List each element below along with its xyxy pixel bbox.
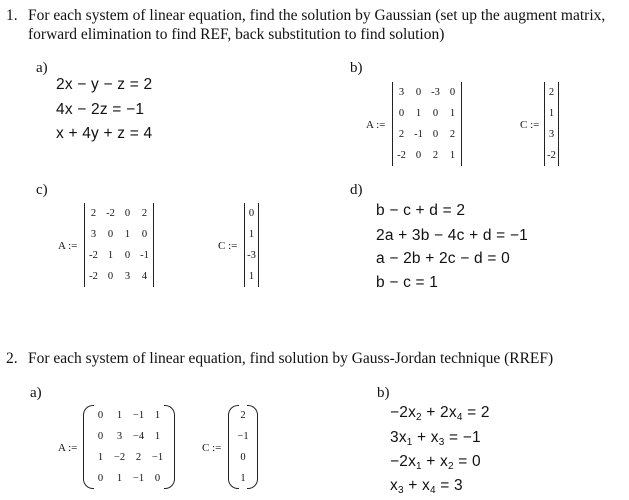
q2-number: 2.	[6, 350, 18, 367]
q2-text-line1: For each system of linear equation, find solution by Gauss-Jordan technique (RREF)	[28, 350, 554, 367]
cell: 2	[141, 208, 148, 219]
cell: 0	[107, 229, 114, 240]
cell: -1	[140, 250, 149, 261]
q2a-label: a)	[30, 385, 42, 401]
cell: 2	[135, 452, 142, 463]
cell: -2	[89, 250, 98, 261]
q2b-eq-1	[390, 404, 490, 423]
cell: 3	[90, 229, 97, 240]
cell: 1	[97, 452, 104, 463]
cell: 1	[548, 108, 555, 119]
cell: 3	[398, 87, 405, 98]
cell: -2	[89, 271, 98, 282]
q2a-matrix-A	[83, 405, 175, 489]
q1b-matrix-A	[392, 82, 462, 166]
q1c-matrix-A	[84, 203, 154, 287]
cell: -2	[106, 208, 115, 219]
q1d-eq-3: a − 2b + 2c − d = 0	[376, 250, 510, 267]
eq-sub: 4	[429, 485, 436, 496]
cell: 1	[248, 271, 255, 282]
cell: −1	[132, 410, 145, 421]
cell: 3	[124, 271, 131, 282]
q2b-eq-3	[390, 453, 481, 472]
cell: 0	[248, 208, 255, 219]
cell: 1	[124, 229, 131, 240]
cell: -2	[547, 150, 556, 161]
eq-sub: 1	[406, 437, 413, 448]
cell: 1	[248, 229, 255, 240]
cell: 2	[398, 129, 405, 140]
cell: −2	[113, 452, 126, 463]
cell: 0	[154, 473, 161, 484]
cell: 0	[415, 87, 422, 98]
q2b-eq-2	[390, 429, 481, 448]
cell: 0	[124, 250, 131, 261]
q2b-label: b)	[377, 385, 390, 401]
q1d-label: d)	[350, 182, 363, 198]
eq-part: = 0	[453, 453, 481, 470]
q1d-eq-2: 2a + 3b − 4c + d = −1	[376, 227, 529, 244]
q2a-C-name: C :=	[202, 442, 222, 454]
eq-part: + x	[421, 453, 449, 470]
q1-number: 1.	[6, 7, 18, 24]
cell: 0	[97, 473, 104, 484]
q1b-label: b)	[350, 60, 363, 76]
eq-part: + 2x	[421, 404, 457, 421]
cell: -1	[414, 129, 423, 140]
q1b-vector-C	[544, 82, 559, 166]
cell: 4	[141, 271, 148, 282]
cell: 1	[449, 150, 456, 161]
left-paren	[228, 405, 239, 489]
q1b-C-name: C :=	[520, 119, 540, 131]
eq-part: = −1	[444, 429, 481, 446]
eq-part: 3x	[390, 429, 407, 446]
cell: −1	[132, 473, 145, 484]
q1a-eq-3: x + 4y + z = 4	[56, 125, 153, 142]
cell: 0	[398, 108, 405, 119]
cell: 0	[432, 129, 439, 140]
eq-part: = 2	[462, 404, 490, 421]
eq-sub: 2	[448, 461, 454, 472]
cell: 1	[154, 431, 161, 442]
cell: 1	[154, 410, 161, 421]
cell: 1	[107, 250, 114, 261]
cell: 1	[116, 410, 123, 421]
cell: −4	[132, 431, 145, 442]
cell: 0	[415, 150, 422, 161]
cell: 2	[90, 208, 97, 219]
eq-part: −2x	[390, 453, 417, 470]
cell: 1	[240, 473, 246, 484]
cell: 0	[97, 431, 104, 442]
q1-text-line2: forward elimination to find REF, back substitution to find solution)	[28, 26, 445, 43]
q1c-C-name: C :=	[218, 240, 238, 252]
q1d-eq-1: b − c + d = 2	[376, 202, 466, 219]
cell: -3	[431, 87, 440, 98]
cell: -2	[397, 150, 406, 161]
cell: 0	[124, 208, 131, 219]
cell: 2	[240, 410, 246, 421]
right-paren	[164, 405, 175, 489]
cell: 2	[548, 87, 555, 98]
eq-part: −2x	[390, 404, 417, 421]
eq-sub: 1	[416, 461, 422, 472]
cell: -3	[247, 250, 256, 261]
left-paren	[83, 405, 94, 489]
cell: 0	[107, 271, 114, 282]
cell: 0	[97, 410, 104, 421]
q1b-A-name: A :=	[366, 119, 386, 131]
q2b-eq-4	[390, 477, 463, 496]
cell: 2	[449, 129, 456, 140]
q1-text-line1: For each system of linear equation, find the solution by Gaussian (set up the augment matrix,	[28, 7, 606, 24]
cell: 1	[415, 108, 422, 119]
eq-sub: 3	[397, 485, 404, 496]
q1c-vector-C	[244, 203, 259, 287]
q1d-eq-4: b − c = 1	[376, 274, 439, 291]
cell: −1	[237, 431, 249, 442]
eq-part: + x	[403, 477, 430, 494]
q2a-vector-C	[228, 405, 258, 489]
eq-part: = 3	[435, 477, 463, 494]
q1c-label: c)	[36, 182, 48, 198]
q1a-eq-1: 2x − y − z = 2	[56, 76, 153, 93]
eq-part: x	[390, 477, 398, 494]
cell: 0	[449, 87, 456, 98]
cell: 3	[548, 129, 555, 140]
cell: −1	[151, 452, 164, 463]
cell: 3	[116, 431, 123, 442]
cell: 0	[141, 229, 148, 240]
q1c-A-name: A :=	[58, 240, 78, 252]
eq-sub: 3	[438, 437, 445, 448]
cell: 2	[432, 150, 439, 161]
eq-sub: 2	[416, 412, 422, 423]
q2a-A-name: A :=	[58, 442, 78, 454]
cell: 1	[116, 473, 123, 484]
eq-part: + x	[412, 429, 439, 446]
cell: 1	[449, 108, 456, 119]
cell: 0	[240, 452, 246, 463]
q1a-label: a)	[36, 60, 48, 76]
q1a-eq-2: 4x − 2z = −1	[56, 101, 145, 118]
cell: 0	[432, 108, 439, 119]
eq-sub: 4	[456, 412, 463, 423]
right-paren	[247, 405, 258, 489]
